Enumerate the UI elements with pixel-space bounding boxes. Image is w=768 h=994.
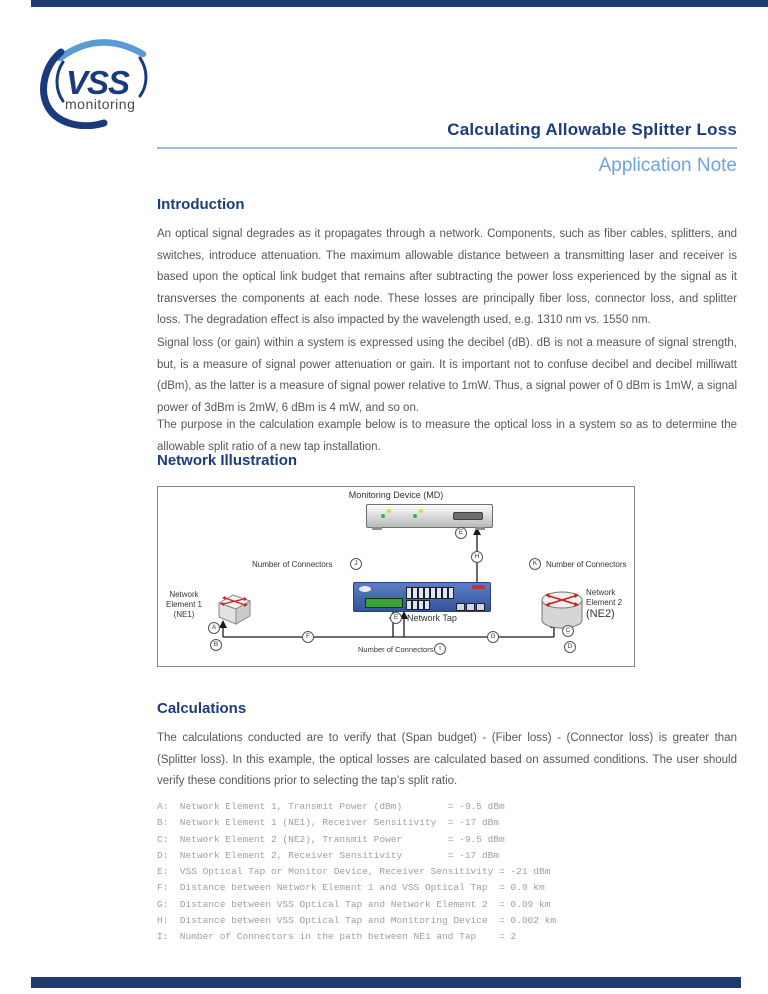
ne2-router-icon — [539, 590, 585, 632]
marker-i: I — [434, 643, 446, 655]
calc-line-b: B: Network Element 1 (NE1), Receiver Sensitivity = -17 dBm — [157, 817, 500, 829]
title-block — [157, 120, 737, 177]
heading-network-illustration: Network Illustration — [157, 452, 298, 469]
ne1-label: Network Element 1 (NE1) — [165, 590, 203, 619]
logo-swoosh-icon — [38, 33, 160, 129]
intro-paragraph-2: Signal loss (or gain) within a system is expressed using the decibel (dB). dB is not a measure of signal strength, but, is a measure of signal power attenuation or gain. It is important not to confuse decibel and decibel milliwatt (dBm), as the latter is a measure of signal power relative to 1mW. Thus, a signal power of 0 dBm is 1mW, a signal power of 3dBm is 2mW, 6 dBm is 4 mW, and so on. — [157, 337, 737, 414]
marker-g: G — [487, 631, 499, 643]
network-tap-label: Network Tap — [407, 613, 457, 623]
network-tap-icon — [353, 582, 491, 612]
connector-count-label-right: Number of Connectors — [546, 560, 627, 569]
monitoring-device-icon — [366, 504, 493, 528]
network-diagram — [157, 486, 635, 667]
marker-d: D — [564, 641, 576, 653]
intro-paragraph-3: The purpose in the calculation example below is to measure the optical loss in a system so as to determine the allowable split ratio of a new tap installation. — [157, 419, 737, 453]
calc-line-d: D: Network Element 2, Receiver Sensitivity = -17 dBm — [157, 849, 500, 861]
heading-calculations: Calculations — [157, 700, 247, 717]
marker-f: F — [302, 631, 314, 643]
logo-tagline: monitoring — [65, 96, 136, 112]
calc-line-i: I: Number of Connectors in the path between NE1 and Tap = 2 — [157, 931, 517, 943]
calc-line-h: H: Distance between VSS Optical Tap and Monitoring Device = 0.002 km — [157, 915, 557, 927]
connector-count-label-bottom: Number of Connectors — [358, 645, 434, 654]
marker-k: K — [529, 558, 541, 570]
calc-line-e: E: VSS Optical Tap or Monitor Device, Receiver Sensitivity = -21 dBm — [157, 866, 551, 878]
calculations-paragraph: The calculations conducted are to verify that (Span budget) - (Fiber loss) - (Connector loss) is greater than (Splitter loss). In this example, the optical losses are calculated based on assumed conditions. The user should verify these conditions prior to selecting the tap’s split ratio. — [157, 732, 737, 787]
logo-brand: VSS — [66, 64, 130, 101]
calculations-list — [157, 799, 757, 946]
title-divider — [157, 147, 737, 149]
calc-line-a: A: Network Element 1, Transmit Power (dBm) = -9.5 dBm — [157, 801, 505, 812]
calc-line-g: G: Distance between VSS Optical Tap and Network Element 2 = 0.09 km — [157, 898, 551, 910]
marker-b: B — [210, 639, 222, 651]
marker-a: A — [208, 622, 220, 634]
monitoring-device-label: Monitoring Device (MD) — [348, 490, 444, 500]
bottom-accent-bar — [31, 977, 741, 988]
connector-count-label-left: Number of Connectors — [252, 560, 333, 569]
marker-e-tap: E — [390, 612, 402, 624]
marker-e-monitoring: E — [455, 527, 467, 539]
marker-c: C — [562, 625, 574, 637]
marker-h: H — [471, 551, 483, 563]
top-accent-bar — [31, 0, 768, 7]
ne2-label: Network Element 2 (NE2) — [586, 588, 623, 620]
document-title: Calculating Allowable Splitter Loss — [447, 120, 737, 139]
calc-line-f: F: Distance between Network Element 1 and VSS Optical Tap = 0.9 km — [157, 882, 545, 894]
marker-j: J — [350, 558, 362, 570]
vss-logo — [38, 33, 160, 129]
intro-paragraph-1: An optical signal degrades as it propagates through a network. Components, such as fiber cables, splitters, and switches, introduce attenuation. The maximum allowable distance between a transmitting laser and receiver is based upon the optical link budget that remains after subtracting the power loss experienced by the signal as it transverses the components at each node. These losses are principally fiber loss, connector loss, and splitter loss. The degradation effect is also impacted by the wavelength used, e.g. 1310 nm vs. 1550 nm. — [157, 228, 737, 326]
document-subtitle: Application Note — [598, 155, 737, 176]
calc-line-c: C: Network Element 2 (NE2), Transmit Power = -9.5 dBm — [157, 833, 505, 845]
heading-introduction: Introduction — [157, 196, 245, 213]
